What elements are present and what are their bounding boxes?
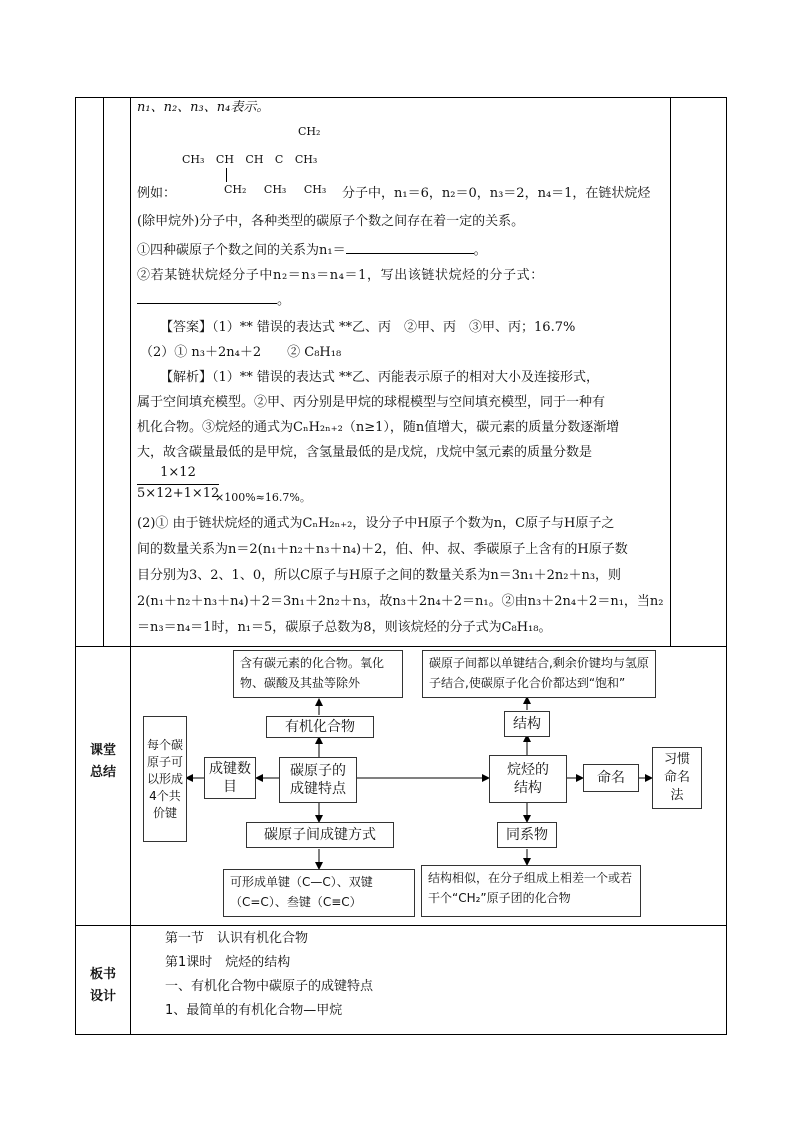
- fraction-result: ×100%≈16.7%。: [215, 491, 311, 504]
- summary-label: 课堂总结: [89, 743, 116, 780]
- example-prefix: 例如：: [137, 186, 177, 201]
- organic-compound-box: 有机化合物: [266, 716, 374, 738]
- bonding-feature-box: 碳原子的成键特点: [279, 757, 357, 803]
- analysis-line-2: 属于空间填充模型。②甲、丙分别是甲烷的球棍模型与空间填充模型，同于一种有: [137, 395, 606, 410]
- bond-way-box: 碳原子间成键方式: [246, 822, 394, 848]
- part2-line-4: 2(n₁＋n₂＋n₃＋n₄)＋2＝3n₁＋2n₂＋n₃，故n₃＋2n₄＋2＝n₁。②由n₃＋2n₄＋2＝n₁，当n₂: [137, 594, 664, 609]
- structure-box: 结构: [504, 711, 550, 737]
- relation-text: (除甲烷外)分子中，各种类型的碳原子个数之间存在着一定的关系。: [137, 214, 525, 229]
- board-label: 板书设计: [89, 967, 116, 1004]
- board-line-4: 1、最简单的有机化合物—甲烷: [165, 1003, 343, 1018]
- alkane-saturation-note: 碳原子间都以单键结合,剩余价键均与氢原子结合,使碳原子化合价都达到“饱和”: [422, 650, 656, 698]
- answer-line-1: 【答案】（1）** 错误的表达式 **乙、丙 ②甲、丙 ③甲、丙；16.7%: [160, 320, 576, 335]
- homolog-box: 同系物: [497, 822, 557, 848]
- question-2: ②若某链状烷烃分子中n₂＝n₃＝n₄＝1，写出该链状烷烃的分子式：: [137, 268, 544, 283]
- naming-box: 命名: [583, 764, 639, 792]
- homolog-definition-note: 结构相似，在分子组成上相差一个或若干个“CH₂”原子团的化合物: [421, 865, 641, 917]
- formula-main: CH₃ CH CH C CH₃: [182, 153, 318, 166]
- bond-count-box: 成键数目: [204, 757, 256, 799]
- board-line-2: 第1课时 烷烃的结构: [165, 955, 291, 970]
- bond-types-note: 可形成单键（C—C）、双键（C=C）、叁键（C≡C）: [223, 869, 415, 917]
- n-variables-line: n₁、n₂、n₃、n₄表示。: [137, 100, 270, 115]
- formula-top: CH₂: [298, 125, 321, 138]
- analysis-line-1: 【解析】（1）** 错误的表达式 **乙、丙能表示原子的相对大小及连接形式，: [160, 370, 600, 385]
- four-bonds-note: 每个碳原子可以形成4个共价键: [143, 716, 187, 842]
- part2-line-5: ＝n₃＝n₄＝1时，n₁＝5，碳原子总数为8，则该烷烃的分子式为C₈H₁₈。: [137, 620, 552, 635]
- analysis-line-3: 机化合物。③烷烃的通式为CₙH₂ₙ₊₂（n≥1），随n值增大，碳元素的质量分数逐渐增: [137, 420, 620, 435]
- answer-line-2: （2）① n₃＋2n₄＋2 ② C₈H₁₈: [140, 345, 342, 360]
- board-line-3: 一、有机化合物中碳原子的成键特点: [165, 979, 374, 994]
- question-2-blank: 。: [137, 289, 290, 311]
- fraction-numerator: 1×12: [160, 465, 196, 480]
- board-line-1: 第一节 认识有机化合物: [165, 931, 309, 946]
- question-1: ①四种碳原子个数之间的关系为n₁＝ 。: [137, 239, 487, 261]
- habit-naming-box: 习惯命名法: [652, 747, 702, 809]
- part2-line-3: 目分别为3、2、1、0，所以C原子与H原子之间的数量关系为n＝3n₁＋2n₂＋n₃，则: [137, 568, 622, 583]
- example-text: 分子中，n₁＝6，n₂＝0，n₃＝2，n₄＝1，在链状烷烃: [342, 186, 651, 201]
- formula-bottom: CH₂ CH₃ CH₃: [224, 183, 327, 196]
- part2-line-2: 间的数量关系为n＝2(n₁＋n₂＋n₃＋n₄)＋2，伯、仲、叔、季碳原子上含有的H原子数: [137, 542, 628, 557]
- organic-definition-note: 含有碳元素的化合物。氧化物、碳酸及其盐等除外: [233, 650, 403, 698]
- analysis-line-4: 大，故含碳量最低的是甲烷，含氢量最低的是戊烷，戊烷中氢元素的质量分数是: [137, 445, 593, 460]
- fraction-denominator: 5×12+1×12: [137, 486, 220, 501]
- part2-line-1: (2)① 由于链状烷烃的通式为CₙH₂ₙ₊₂，设分子中H原子个数为n，C原子与H原子之: [137, 516, 615, 531]
- alkane-structure-box: 烷烃的结构: [489, 755, 567, 803]
